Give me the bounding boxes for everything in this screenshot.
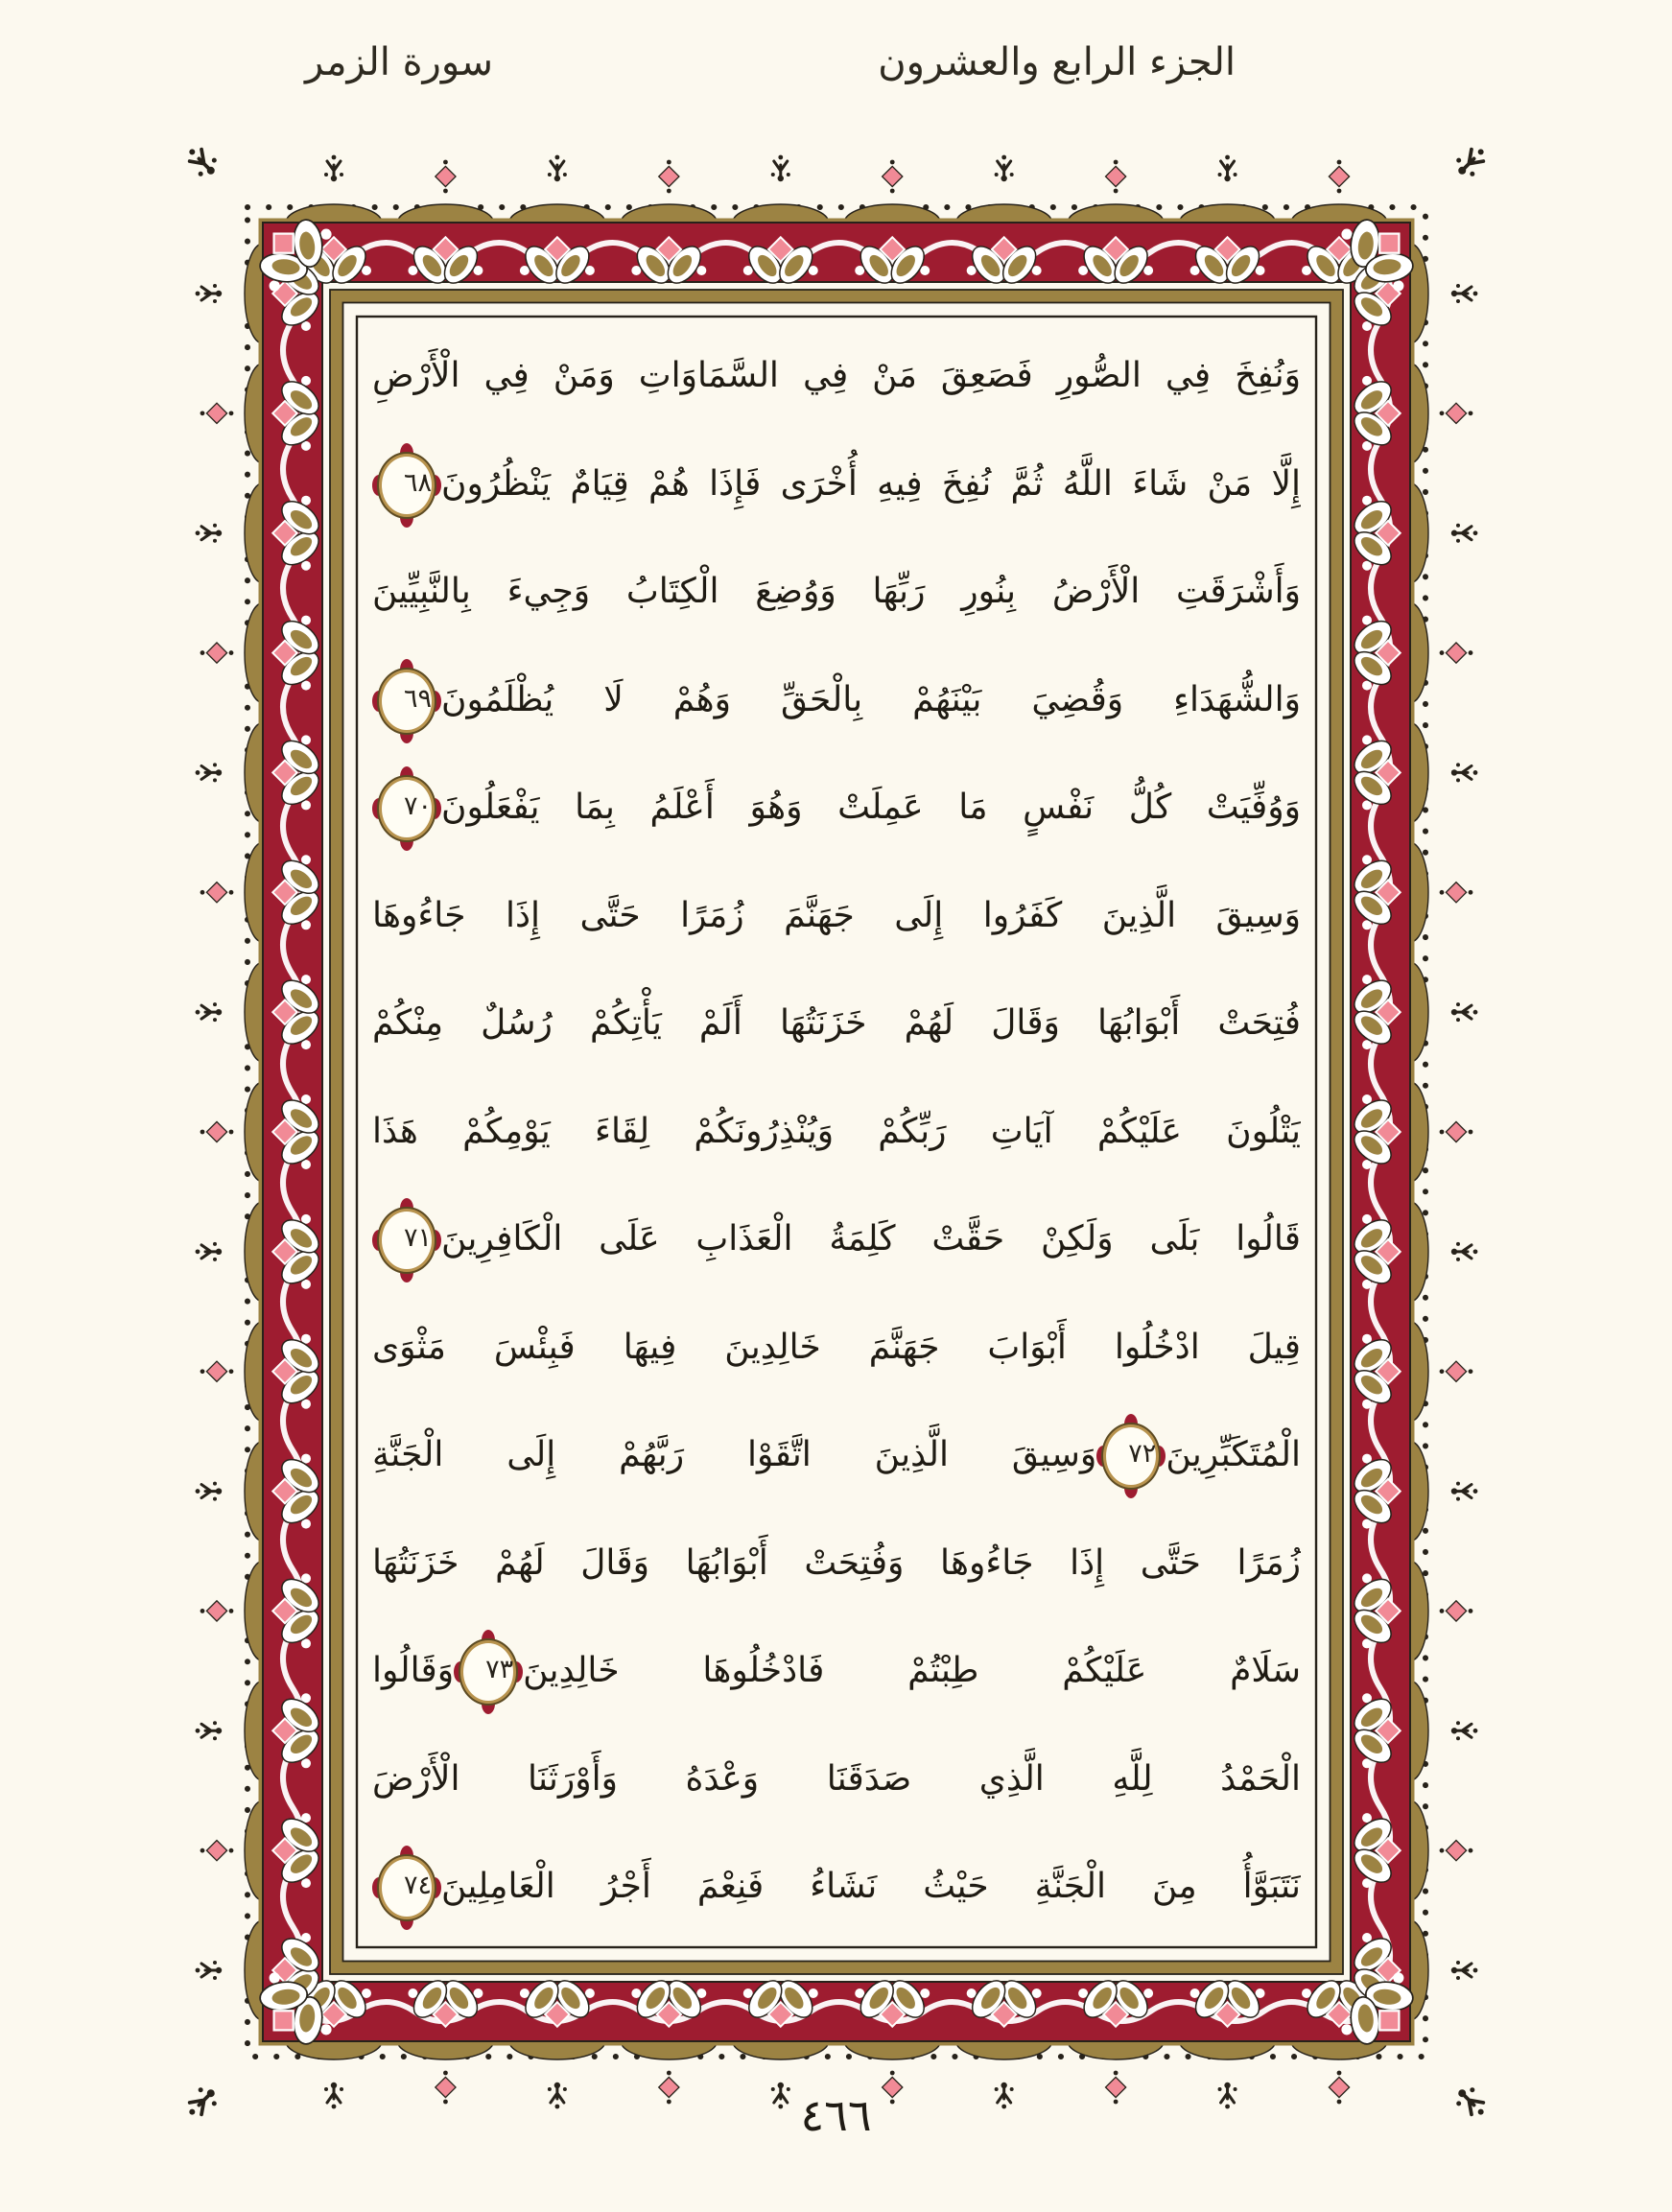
ayah-text: زُمَرًا حَتَّى إِذَا جَاءُوهَا وَفُتِحَتْ أَبْوَابُهَا وَقَالَ لَهُمْ خَزَنَتُهَا xyxy=(372,1542,1301,1583)
ayah-text: سَلَامٌ عَلَيْكُمْ طِبْتُمْ فَادْخُلُوهَا خَالِدِينَ xyxy=(523,1651,1301,1691)
quran-line xyxy=(372,754,1301,862)
ayah-text: وَوُفِّيَتْ كُلُّ نَفْسٍ مَا عَمِلَتْ وَهُوَ أَعْلَمُ بِمَا يَفْعَلُونَ xyxy=(441,788,1301,828)
verse-marker: ٦٨ xyxy=(379,454,435,517)
verse-marker: ٧١ xyxy=(379,1209,435,1272)
ayah-text: نَتَبَوَّأُ مِنَ الْجَنَّةِ حَيْثُ نَشَاءُ فَنِعْمَ أَجْرُ الْعَامِلِينَ xyxy=(441,1867,1301,1907)
verse-marker: ٦٩ xyxy=(379,670,435,733)
quran-line xyxy=(372,1726,1301,1834)
quran-line xyxy=(372,970,1301,1078)
ayah-text: إِلَّا مَنْ شَاءَ اللَّهُ ثُمَّ نُفِخَ فِيهِ أُخْرَى فَإِذَا هُمْ قِيَامٌ يَنْظُرُونَ xyxy=(441,463,1301,504)
quran-line xyxy=(372,862,1301,971)
juz-title: الجزء الرابع والعشرون xyxy=(878,40,1236,84)
ayah-text: وَالشُّهَدَاءِ وَقُضِيَ بَيْنَهُمْ بِالْحَقِّ وَهُمْ لَا يُظْلَمُونَ xyxy=(441,679,1301,719)
quran-line xyxy=(372,1510,1301,1618)
verse-marker: ٧٤ xyxy=(379,1856,435,1919)
quran-line xyxy=(372,1833,1301,1941)
ayah-text: وَقَالُوا xyxy=(372,1651,455,1691)
quran-line xyxy=(372,1294,1301,1402)
ayah-text: وَسِيقَ الَّذِينَ كَفَرُوا إِلَى جَهَنَّمَ زُمَرًا حَتَّى إِذَا جَاءُوهَا xyxy=(372,895,1301,935)
verse-marker: ٧٠ xyxy=(379,777,435,840)
quran-line xyxy=(372,1078,1301,1187)
quran-line xyxy=(372,647,1301,755)
quran-lines xyxy=(357,317,1316,1947)
page-number: ٤٦٦ xyxy=(800,2089,872,2141)
quran-line xyxy=(372,1401,1301,1510)
quran-line xyxy=(372,1186,1301,1294)
quran-line xyxy=(372,431,1301,539)
surah-title: سورة الزمر xyxy=(305,40,494,84)
quran-line xyxy=(372,1617,1301,1726)
ayah-text: وَسِيقَ الَّذِينَ اتَّقَوْا رَبَّهُمْ إِلَى الْجَنَّةِ xyxy=(372,1435,1097,1475)
ayah-text: وَأَشْرَقَتِ الْأَرْضُ بِنُورِ رَبِّهَا وَوُضِعَ الْكِتَابُ وَجِيءَ بِالنَّبِيِّينَ xyxy=(372,572,1301,612)
quran-line xyxy=(372,538,1301,647)
quran-line xyxy=(372,322,1301,431)
ayah-text: فُتِحَتْ أَبْوَابُهَا وَقَالَ لَهُمْ خَزَنَتُهَا أَلَمْ يَأْتِكُمْ رُسُلٌ مِنْكُمْ xyxy=(372,1003,1301,1044)
verse-marker: ٧٢ xyxy=(1103,1424,1159,1488)
ayah-text: الْحَمْدُ لِلَّهِ الَّذِي صَدَقَنَا وَعْدَهُ وَأَوْرَثَنَا الْأَرْضَ xyxy=(372,1758,1301,1799)
ayah-text: الْمُتَكَبِّرِينَ xyxy=(1166,1435,1301,1475)
ayah-text: يَتْلُونَ عَلَيْكُمْ آيَاتِ رَبِّكُمْ وَيُنْذِرُونَكُمْ لِقَاءَ يَوْمِكُمْ هَذَا xyxy=(372,1111,1301,1151)
verse-marker: ٧٣ xyxy=(460,1640,516,1704)
ayah-text: قِيلَ ادْخُلُوا أَبْوَابَ جَهَنَّمَ خَالِدِينَ فِيهَا فَبِئْسَ مَثْوَى xyxy=(372,1327,1301,1367)
ayah-text: وَنُفِخَ فِي الصُّورِ فَصَعِقَ مَنْ فِي السَّمَاوَاتِ وَمَنْ فِي الْأَرْضِ xyxy=(372,356,1301,395)
ayah-text: قَالُوا بَلَى وَلَكِنْ حَقَّتْ كَلِمَةُ الْعَذَابِ عَلَى الْكَافِرِينَ xyxy=(441,1219,1301,1259)
